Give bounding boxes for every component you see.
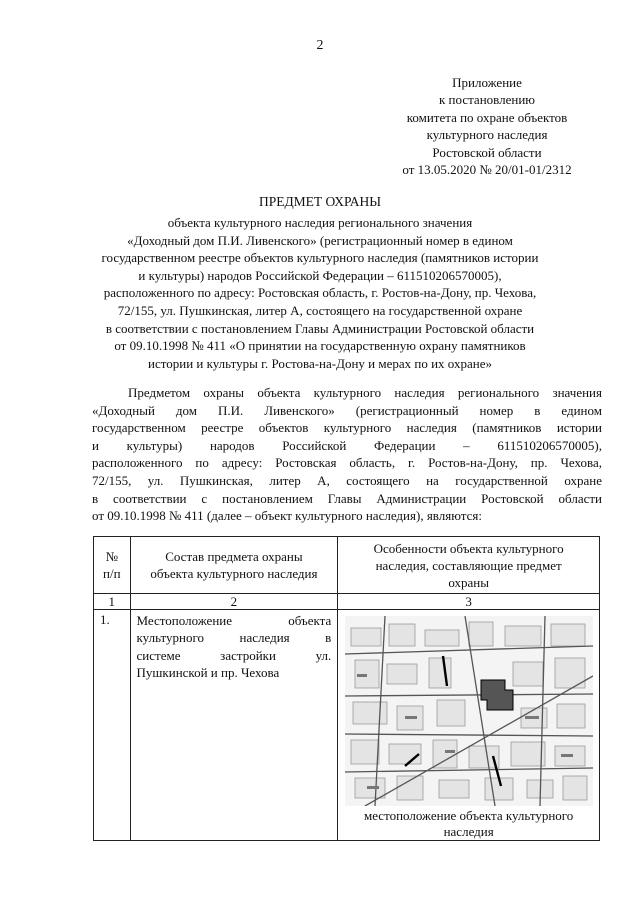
- subtitle-line: государственном реестре объектов культурного наследия (памятников истории: [101, 250, 539, 266]
- document-subtitle: [60, 214, 580, 372]
- protection-subject-table: [93, 536, 600, 841]
- subtitle-line: расположенного по адресу: Ростовская область, г. Ростов-на-Дону, пр. Чехова,: [103, 285, 537, 301]
- header-text: наследия, составляющие предмет: [375, 557, 562, 573]
- header-text: Состав предмета охраны: [165, 549, 303, 564]
- table-row: [94, 610, 600, 841]
- body-line: «Доходный дом П.И. Ливенского» (регистрационный номер в едином: [92, 402, 602, 418]
- composition-line: системе застройки ул.: [136, 647, 332, 663]
- city-plan-map: [345, 616, 593, 806]
- appendix-line: Приложение: [452, 75, 522, 90]
- page-number: 2: [316, 38, 324, 53]
- subtitle-line: и культуры) народов Российской Федерации – 611510206570005),: [138, 267, 502, 283]
- composition-line: Пушкинской и пр. Чехова: [136, 665, 280, 681]
- header-text: Особенности объекта культурного: [373, 540, 564, 556]
- appendix-line: от 13.05.2020 № 20/01-01/2312: [402, 162, 572, 178]
- location-map: [345, 616, 593, 806]
- subtitle-line: «Доходный дом П.И. Ливенского» (регистрационный номер в едином: [127, 232, 513, 248]
- body-paragraph: [92, 384, 602, 525]
- document-title: ПРЕДМЕТ ОХРАНЫ: [258, 194, 382, 209]
- header-text: п/п: [103, 566, 121, 581]
- body-line: и культуры) народов Российской Федерации – 611510206570005),: [92, 437, 602, 453]
- column-number: 1: [94, 594, 131, 610]
- appendix-line: Ростовской области: [432, 144, 542, 160]
- caption-line: наследия: [443, 824, 494, 839]
- map-caption: [338, 808, 599, 840]
- body-line: в соответствии с постановлением Главы Администрации Ростовской области: [92, 490, 602, 506]
- header-number: [94, 537, 131, 594]
- features-cell: [338, 610, 600, 841]
- row-number: 1.: [94, 610, 131, 841]
- table-header-row: [94, 537, 600, 594]
- header-composition: [130, 537, 338, 594]
- body-line: от 09.10.1998 № 411 (далее – объект культурного наследия), являются:: [92, 508, 482, 524]
- appendix-line: к постановлению: [438, 92, 536, 108]
- appendix-line: культурного наследия: [426, 127, 548, 143]
- subtitle-line: от 09.10.1998 № 411 «О принятии на государственную охрану памятников: [114, 338, 526, 354]
- subtitle-line: 72/155, ул. Пушкинская, литер А, состоящего на государственной охране: [117, 302, 523, 318]
- header-text: охраны: [448, 574, 489, 590]
- body-line: Предметом охраны объекта культурного наследия регионального значения: [128, 385, 602, 400]
- column-number: 2: [130, 594, 338, 610]
- column-number: 3: [338, 594, 600, 610]
- column-number-row: [94, 594, 600, 610]
- subtitle-line: объекта культурного наследия регионального значения: [167, 215, 473, 230]
- subtitle-line: в соответствии с постановлением Главы Администрации Ростовской области: [105, 320, 535, 336]
- subtitle-line: истории и культуры г. Ростова-на-Дону и мерах по их охране»: [148, 355, 492, 371]
- body-line: расположенного по адресу: Ростовская область, г. Ростов-на-Дону, пр. Чехова,: [92, 455, 602, 471]
- composition-line: культурного наследия в: [136, 630, 332, 646]
- appendix-block: [372, 74, 602, 178]
- appendix-line: комитета по охране объектов: [406, 109, 568, 125]
- header-features: [338, 537, 600, 594]
- body-line: государственном реестре объектов культурного наследия (памятников истории: [92, 420, 602, 436]
- body-line: 72/155, ул. Пушкинская, литер А, состоящего на государственной охране: [92, 472, 602, 488]
- header-text: №: [105, 549, 118, 564]
- composition-cell: [130, 610, 338, 841]
- header-text: объекта культурного наследия: [150, 566, 318, 581]
- composition-line: Местоположение объекта: [136, 613, 332, 628]
- caption-line: местоположение объекта культурного: [363, 808, 574, 823]
